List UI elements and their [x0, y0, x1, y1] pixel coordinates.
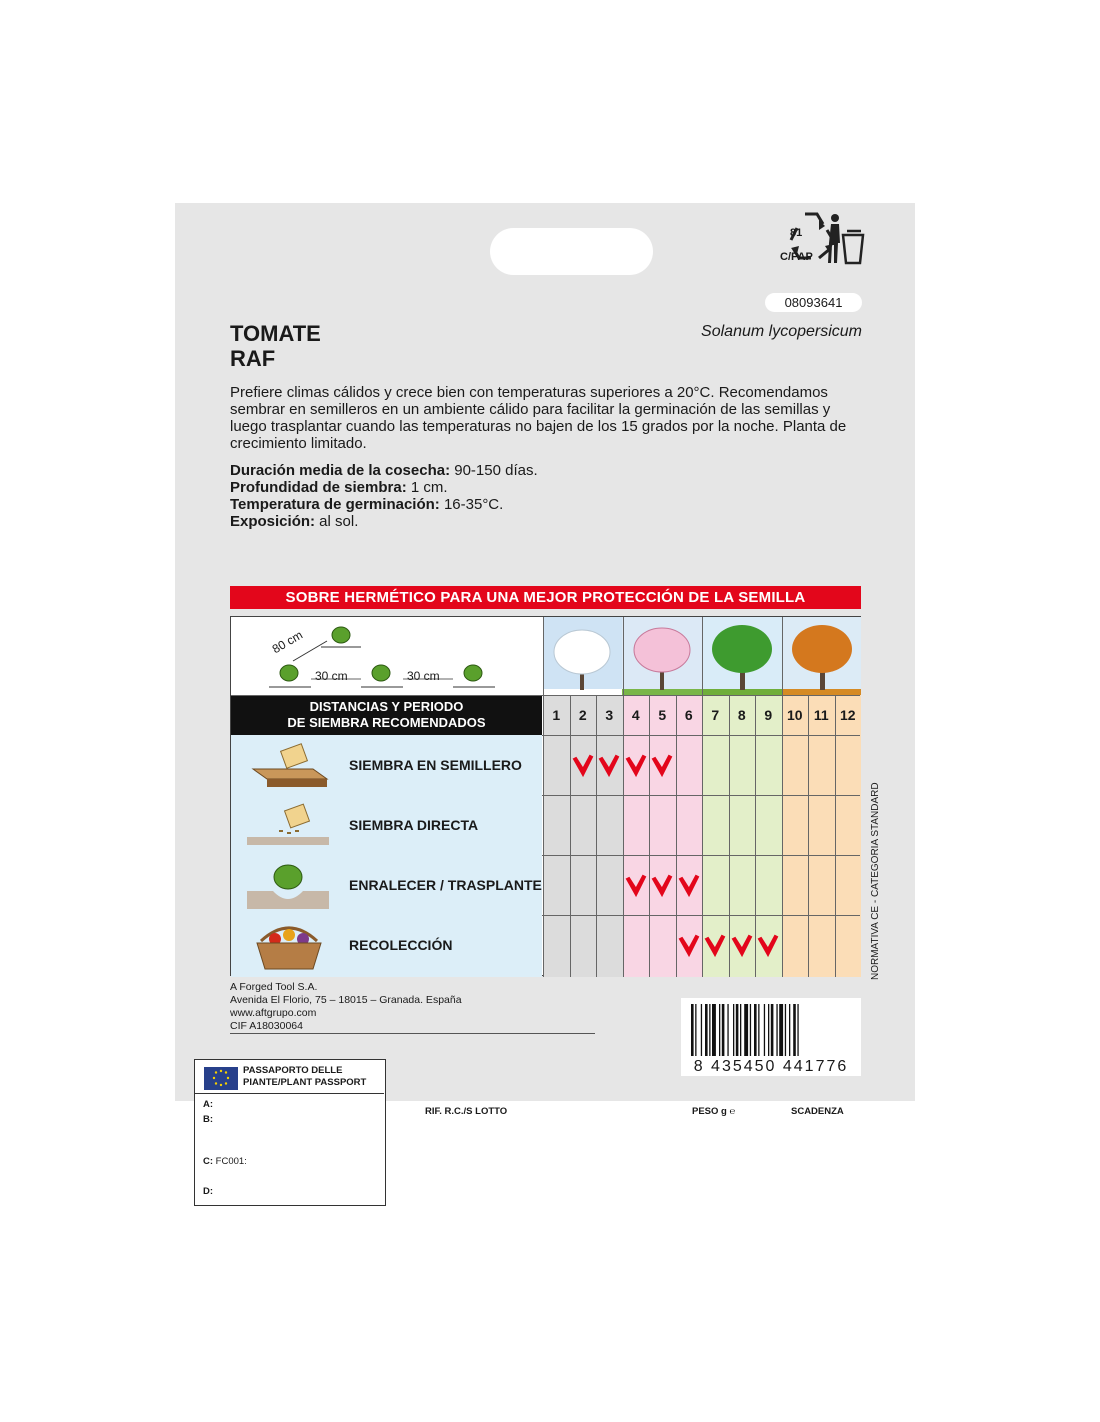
recycle-code: 81	[790, 227, 803, 239]
month-column-bg	[782, 735, 809, 977]
lot-label: RIF. R.C./S LOTTO	[425, 1106, 508, 1117]
barcode-bar	[758, 1004, 759, 1056]
waste-bin-icon	[825, 213, 867, 265]
barcode-bar	[789, 1004, 790, 1056]
spec-item: Duración media de la cosecha: 90-150 días.	[230, 462, 538, 479]
check-mark-icon	[729, 931, 755, 961]
month-header: 7	[711, 707, 720, 723]
header-line2: DE SIEMBRA RECOMENDADOS	[287, 715, 486, 730]
grid-line	[782, 617, 783, 977]
spec-item: Temperatura de germinación: 16-35°C.	[230, 496, 504, 513]
company-info	[230, 981, 462, 1033]
recycle-material: C/PAP	[780, 251, 813, 263]
barcode-bar	[740, 1004, 741, 1056]
spacing-row-label: 80 cm	[269, 627, 305, 657]
month-header: 3	[605, 707, 614, 723]
barcode-bar	[727, 1004, 728, 1056]
divider	[230, 1033, 595, 1034]
month-header: 9	[764, 707, 773, 723]
hermetic-banner: SOBRE HERMÉTICO PARA UNA MEJOR PROTECCIÓN DE LA SEMILLA	[230, 586, 861, 609]
transplant-icon	[243, 861, 333, 911]
check-mark-icon	[676, 931, 702, 961]
activity-label: SIEMBRA EN SEMILLERO	[349, 757, 522, 773]
activity-label: SIEMBRA DIRECTA	[349, 817, 479, 833]
barcode-bar	[793, 1004, 796, 1056]
check-mark-icon	[623, 871, 649, 901]
month-header: 11	[813, 707, 829, 723]
check-mark-icon	[596, 751, 622, 781]
passport-divider	[195, 1093, 384, 1094]
sowing-calendar	[230, 616, 861, 976]
company-web: www.aftgrupo.com	[230, 1007, 317, 1019]
passport-field-a: A:	[203, 1099, 214, 1110]
plant-icon	[280, 627, 482, 681]
month-header: 2	[578, 707, 587, 723]
month-header: 4	[631, 707, 640, 723]
grid-line	[231, 695, 860, 696]
check-mark-icon	[649, 871, 675, 901]
check-mark-icon	[649, 751, 675, 781]
product-code: 08093641	[765, 293, 862, 312]
passport-title	[243, 1065, 366, 1089]
title-line2: RAF	[230, 346, 276, 371]
description: Prefiere climas cálidos y crece bien con temperaturas superiores a 20°C. Recomendamos sembrar en semilleros en un ambiente cálido para facilitar la germinación de las semillas y luego trasplantar cuando las temperaturas no bajen de los 15 grados por la noche. Planta de crecimiento limitado.	[230, 384, 847, 452]
passport-field-d: D:	[203, 1186, 214, 1197]
grid-line	[649, 695, 650, 977]
barcode-bar	[695, 1004, 696, 1056]
latin-name: Solanum lycopersicum	[701, 323, 862, 340]
check-mark-icon	[702, 931, 728, 961]
barcode-bar	[797, 1004, 798, 1056]
grid-line	[623, 617, 624, 977]
company-name: A Forged Tool S.A.	[230, 981, 318, 993]
month-header: 1	[552, 707, 561, 723]
check-mark-icon	[676, 871, 702, 901]
barcode	[681, 998, 861, 1076]
check-mark-icon	[623, 751, 649, 781]
weight-label: PESO g ℮	[692, 1106, 736, 1117]
barcode-bar	[691, 1004, 694, 1056]
barcode-bar	[701, 1004, 702, 1056]
header-line1: DISTANCIAS Y PERIODO	[309, 699, 464, 714]
barcode-bar	[750, 1004, 751, 1056]
barcode-bar	[754, 1004, 757, 1056]
spacing-diagram	[231, 617, 542, 695]
barcode-bar	[776, 1004, 777, 1056]
spec-item: Exposición: al sol.	[230, 513, 359, 530]
passport-title-line2: PIANTE/PLANT PASSPORT	[243, 1077, 367, 1088]
barcode-bar	[771, 1004, 774, 1056]
month-header: 12	[839, 707, 856, 723]
expiry-label: SCADENZA	[791, 1106, 844, 1117]
title-line1: TOMATE	[230, 321, 321, 346]
barcode-bar	[733, 1004, 734, 1056]
direct-sowing-icon	[243, 803, 333, 849]
harvest-basket-icon	[249, 919, 329, 973]
specs-list	[230, 462, 538, 530]
month-column-bg	[835, 735, 862, 977]
barcode-bar	[712, 1004, 716, 1056]
passport-field-c: C: FC001:	[203, 1156, 247, 1167]
spacing-col-label-1: 30 cm	[315, 669, 348, 683]
barcode-bar	[719, 1004, 720, 1056]
grid-line	[543, 617, 544, 977]
month-header: 10	[786, 707, 803, 723]
eu-flag-icon	[204, 1067, 238, 1090]
barcode-bar	[744, 1004, 748, 1056]
hang-hole	[490, 228, 653, 275]
seed-packet-back	[175, 203, 915, 1101]
activity-label: ENRALECER / TRASPLANTE	[349, 877, 542, 893]
spacing-col-label-2: 30 cm	[407, 669, 440, 683]
passport-field-b: B:	[203, 1114, 214, 1125]
barcode-bar	[785, 1004, 786, 1056]
company-cif: CIF A18030064	[230, 1020, 303, 1032]
spec-item: Profundidad de siembra: 1 cm.	[230, 479, 448, 496]
check-mark-icon	[755, 931, 781, 961]
grid-line	[808, 695, 809, 977]
barcode-bar	[764, 1004, 765, 1056]
grid-line	[835, 695, 836, 977]
distances-header	[231, 695, 542, 735]
grid-line	[596, 695, 597, 977]
grid-line	[702, 617, 703, 977]
month-header: 8	[737, 707, 746, 723]
grid-line	[570, 695, 571, 977]
barcode-bar	[709, 1004, 710, 1056]
barcode-number: 8 435450 441776	[693, 1058, 849, 1075]
plant-passport	[194, 1059, 386, 1206]
month-column-bg	[808, 735, 835, 977]
barcode-bar	[705, 1004, 708, 1056]
barcode-bar	[779, 1004, 783, 1056]
barcode-bar	[736, 1004, 739, 1056]
normativa-label: NORMATIVA CE - CATEGORIA STANDARD	[870, 782, 881, 980]
passport-title-line1: PASSAPORTO DELLE	[243, 1065, 343, 1076]
month-header: 6	[684, 707, 693, 723]
barcode-bars	[691, 1004, 851, 1056]
month-column-bg	[543, 735, 570, 977]
barcode-bar	[722, 1004, 725, 1056]
product-title	[230, 321, 321, 371]
month-header: 5	[658, 707, 667, 723]
seed-tray-icon	[243, 743, 333, 789]
check-mark-icon	[570, 751, 596, 781]
activity-label: RECOLECCIÓN	[349, 937, 453, 953]
company-address: Avenida El Florio, 75 – 18015 – Granada. España	[230, 994, 462, 1006]
barcode-bar	[768, 1004, 769, 1056]
